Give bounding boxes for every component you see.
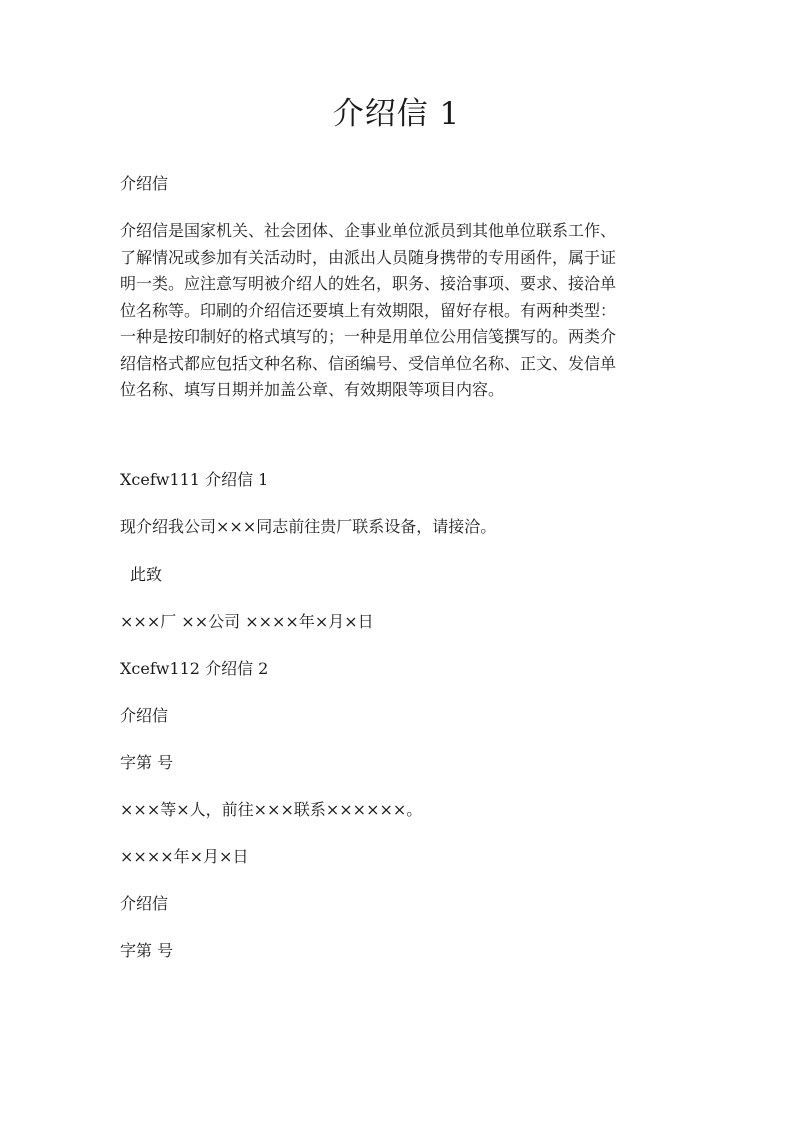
sample3-number: 字第 号: [120, 941, 174, 960]
sample1-signature: ×××厂 ××公司 ××××年×月×日: [120, 612, 374, 631]
intro-line: 位名称、填写日期并加盖公章、有效期限等项目内容。: [120, 380, 505, 399]
intro-paragraph: [120, 218, 676, 404]
sample2-title: 介绍信: [120, 706, 169, 725]
document-title: 介绍信 1: [332, 96, 461, 132]
intro-line: 明一类。应注意写明被介绍人的姓名，职务、接洽事项、要求、接洽单: [120, 274, 617, 293]
sample1-closing: 此致: [130, 565, 163, 584]
sample2-number: 字第 号: [120, 753, 174, 772]
sample1-heading: Xcefw111 介绍信 1: [120, 470, 269, 489]
intro-line: 一种是按印制好的格式填写的；一种是用单位公用信笺撰写的。两类介: [120, 327, 617, 346]
intro-line: 绍信格式都应包括文种名称、信函编号、受信单位名称、正文、发信单: [120, 353, 617, 373]
sample2-heading: Xcefw112 介绍信 2: [120, 659, 269, 678]
sample1-body: 现介绍我公司×××同志前往贵厂联系设备，请接洽。: [120, 517, 497, 536]
sample2-date: ××××年×月×日: [120, 847, 249, 866]
sample3-title: 介绍信: [120, 894, 169, 913]
section-heading: 介绍信: [120, 174, 169, 193]
intro-line: 位名称等。印刷的介绍信还要填上有效期限，留好存根。有两种类型：: [120, 300, 617, 320]
intro-line: 介绍信是国家机关、社会团体、企事业单位派员到其他单位联系工作、: [120, 221, 617, 240]
sample2-body: ×××等×人，前往×××联系××××××。: [120, 800, 423, 819]
intro-line: 了解情况或参加有关活动时，由派出人员随身携带的专用函件，属于证: [120, 247, 617, 267]
